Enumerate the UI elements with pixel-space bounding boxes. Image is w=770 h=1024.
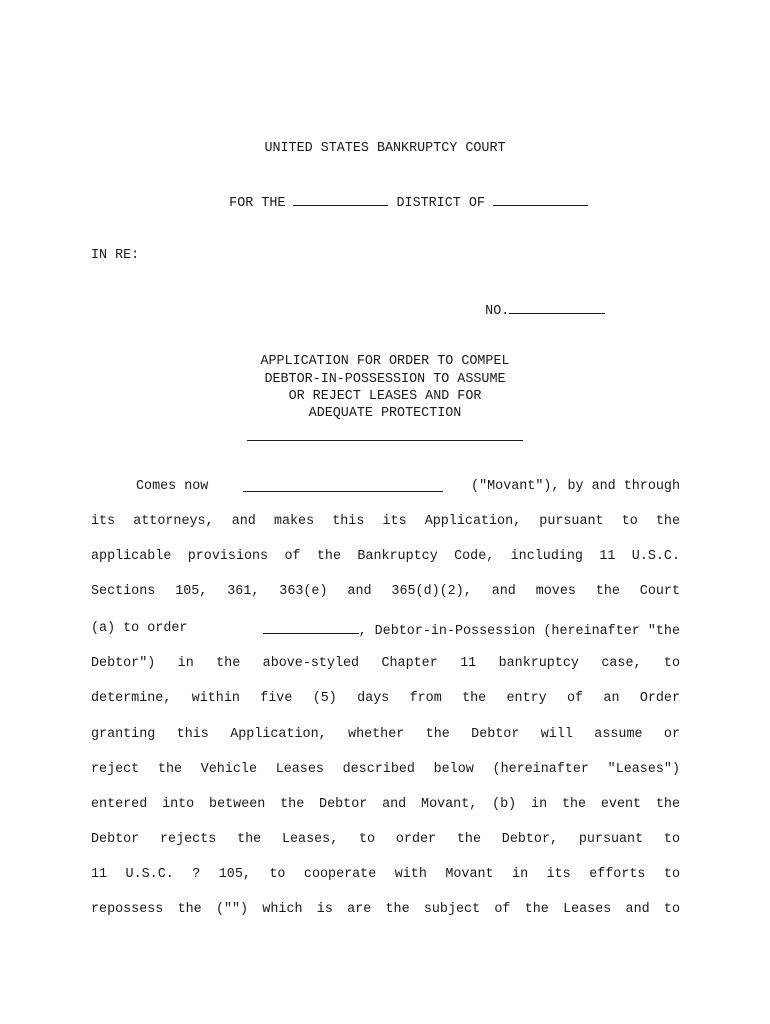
district-blank-2[interactable]: [493, 193, 588, 206]
movant-name-blank[interactable]: [243, 479, 443, 492]
title-line-2: DEBTOR-IN-POSSESSION TO ASSUME: [264, 372, 506, 387]
in-re-label: IN RE:: [91, 248, 140, 263]
body-line-9: reject the Vehicle Leases described below (hereinafter "Leases"): [91, 762, 680, 777]
body-line-11: Debtor rejects the Leases, to order the Debtor, pursuant to: [91, 832, 680, 847]
district-line: [197, 177, 588, 228]
comes-now-text: Comes now: [136, 479, 209, 494]
title-line-3: OR REJECT LEASES AND FOR: [288, 389, 482, 404]
body-line-12: 11 U.S.C. ? 105, to cooperate with Movant in its efforts to: [91, 867, 680, 882]
body-line-6: Debtor") in the above-styled Chapter 11 bankruptcy case, to: [91, 656, 680, 671]
body-line-5: [91, 621, 680, 640]
title-underline: [247, 440, 523, 441]
body-line-3: applicable provisions of the Bankruptcy Code, including 11 U.S.C.: [91, 549, 680, 564]
to-order-text: (a) to order: [91, 621, 188, 636]
debtor-name-blank[interactable]: [263, 621, 359, 634]
body-line-13: repossess the ("") which is are the subject of the Leases and to: [91, 902, 680, 917]
body-line-1: [136, 479, 680, 495]
court-name: UNITED STATES BANKRUPTCY COURT: [264, 141, 506, 156]
body-line-4: Sections 105, 361, 363(e) and 365(d)(2), and moves the Court: [91, 584, 680, 599]
body-line-10: entered into between the Debtor and Movant, (b) in the event the: [91, 797, 680, 812]
body-line-8: granting this Application, whether the Debtor will assume or: [91, 727, 680, 742]
body-line-2: its attorneys, and makes this its Application, pursuant to the: [91, 514, 680, 529]
debtor-in-possession-text: , Debtor-in-Possession (hereinafter "the: [358, 624, 680, 639]
title-line-1: APPLICATION FOR ORDER TO COMPEL: [260, 354, 510, 369]
district-of-label: DISTRICT OF: [396, 196, 485, 211]
case-number-line: [453, 285, 605, 336]
case-no-label: NO.: [485, 304, 510, 319]
for-the-label: FOR THE: [229, 196, 286, 211]
case-number-blank[interactable]: [509, 301, 605, 314]
movant-text: ("Movant"), by and through: [471, 479, 680, 494]
title-line-4: ADEQUATE PROTECTION: [308, 406, 462, 421]
body-line-7: determine, within five (5) days from the entry of an Order: [91, 691, 680, 706]
district-blank-1[interactable]: [293, 193, 388, 206]
